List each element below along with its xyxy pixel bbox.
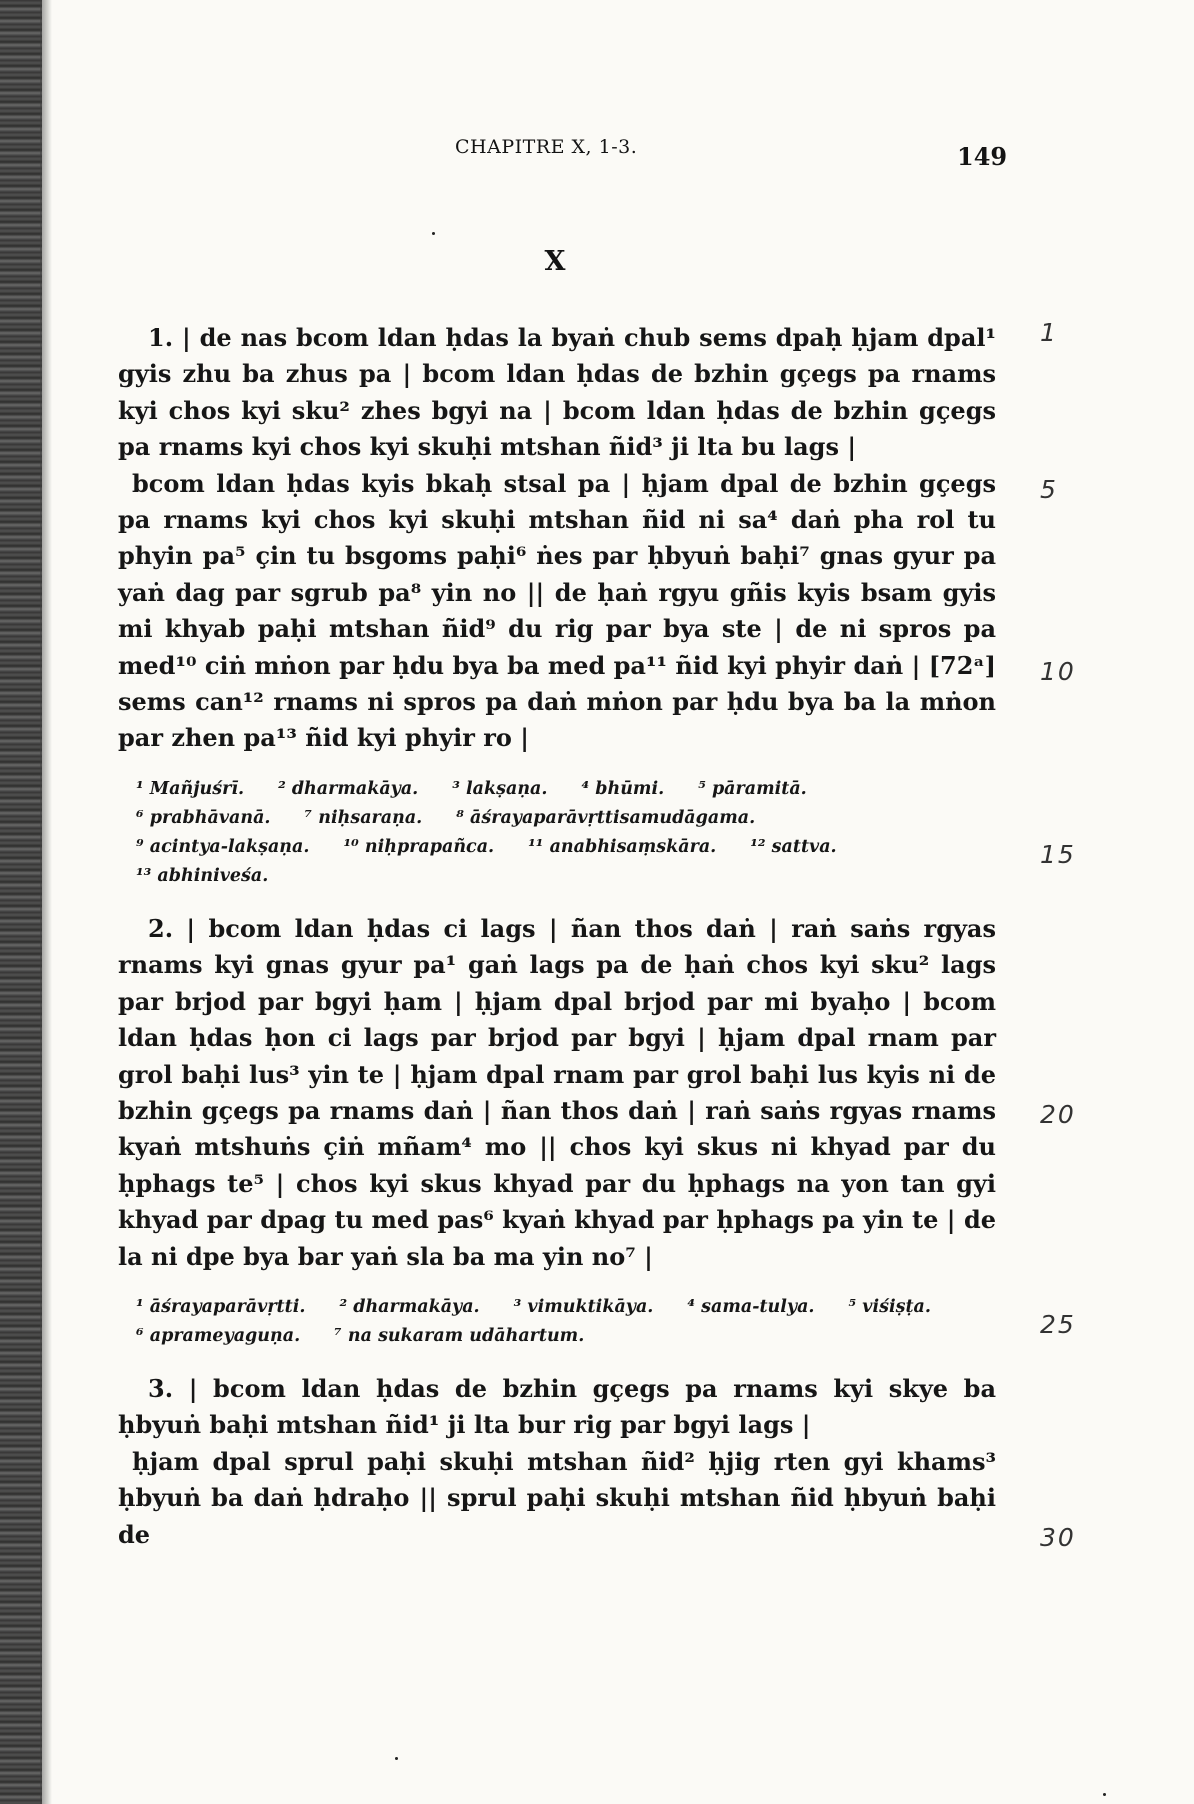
footnote: ¹ Mañjuśrī. (136, 778, 245, 799)
footnote: ¹³ abhiniveśa. (136, 865, 269, 886)
footnote: ⁴ sama-tulya. (687, 1296, 815, 1317)
footnote: ¹¹ anabhisaṃskāra. (528, 836, 717, 857)
footnote: ¹ āśrayaparāvṛtti. (136, 1296, 306, 1317)
main-text-block (118, 320, 996, 1559)
section-number: 3. (148, 1373, 174, 1403)
footnote: ⁷ niḥsaraṇa. (304, 807, 423, 828)
scanned-page-edge (0, 0, 42, 1804)
footnote: ² dharmakāya. (339, 1296, 480, 1317)
scan-speck (1103, 1793, 1106, 1796)
section-1-paragraph-2 (118, 466, 996, 757)
section-3 (118, 1371, 996, 1553)
footnote: ⁷ na sukaram udāhartum. (334, 1325, 585, 1346)
section-2-paragraph-1 (118, 911, 996, 1275)
section-2 (118, 911, 996, 1275)
scan-speck (432, 232, 435, 235)
footnote: ⁶ aprameyaguṇa. (136, 1325, 301, 1346)
footnote: ³ vimuktikāya. (513, 1296, 654, 1317)
margin-line-number: 20 (1040, 1100, 1076, 1129)
paragraph-text: | de nas bcom ldan ḥdas la byaṅ chub sems dpaḥ ḥjam dpal¹ gyis zhu ba zhus pa | bcom ldan ḥdas de bzhin gçegs pa rnams kyi chos kyi sku² zhes bgyi na | bcom ldan ḥdas de bzhin gçegs pa rnams kyi chos kyi skuḥi mtshan ñid³ ji lta bu lags | (118, 323, 996, 462)
chapter-numeral: X (544, 246, 566, 277)
paragraph-text: bcom ldan ḥdas kyis bkaḥ stsal pa | ḥjam dpal de bzhin gçegs pa rnams kyi chos kyi skuḥi mtshan ñid ni sa⁴ daṅ pha rol tu phyin pa⁵ çin tu bsgoms paḥi⁶ ṅes par ḥbyuṅ baḥi⁷ gnas gyur pa yaṅ dag par sgrub pa⁸ yin no || de ḥaṅ rgyu gñis kyis bsam gyis mi khyab paḥi mtshan ñid⁹ du rig par bya ste | de ni spros pa med¹⁰ ciṅ mṅon par ḥdu bya ba med pa¹¹ ñid kyi phyir daṅ | [72ᵃ] sems can¹² rnams ni spros pa daṅ mṅon par ḥdu bya ba la mṅon par zhen pa¹³ ñid kyi phyir ro | (118, 468, 996, 753)
footnote: ⁵ pāramitā. (698, 778, 807, 799)
paragraph-text: ḥjam dpal sprul paḥi skuḥi mtshan ñid² ḥjig rten gyi khams³ ḥbyuṅ ba daṅ ḥdraḥo || sprul paḥi skuḥi mtshan ñid ḥbyuṅ baḥi de (118, 1446, 996, 1549)
footnote: ⁹ acintya-lakṣaṇa. (136, 836, 310, 857)
footnote: ⁶ prabhāvanā. (136, 807, 271, 828)
footnote: ¹⁰ niḥprapañca. (343, 836, 495, 857)
section-3-paragraph-2 (118, 1444, 996, 1553)
margin-line-number: 15 (1040, 840, 1076, 869)
page-number: 149 (957, 142, 1008, 171)
section-1-paragraph-1 (118, 320, 996, 466)
paragraph-text: | bcom ldan ḥdas ci lags | ñan thos daṅ | raṅ saṅs rgyas rnams kyi gnas gyur pa¹ gaṅ lags pa de ḥaṅ chos kyi sku² lags par brjod par bgyi ḥam | ḥjam dpal brjod par mi byaḥo | bcom ldan ḥdas ḥon ci lags par brjod par bgyi | ḥjam dpal rnam par grol baḥi lus³ yin te | ḥjam dpal rnam par grol baḥi lus kyis ni de bzhin gçegs pa rnams daṅ | ñan thos daṅ | raṅ saṅs rgyas rnams kyaṅ mtshuṅs çiṅ mñam⁴ mo || chos kyi skus ni khyad par du ḥphags te⁵ | chos kyi skus khyad par du ḥphags na yon tan gyi khyad par dpag tu med pas⁶ kyaṅ khyad par ḥphags pa yin te | de la ni dpe bya bar yaṅ sla ba ma yin no⁷ | (118, 913, 996, 1271)
margin-line-number: 30 (1040, 1523, 1076, 1552)
footnote: ⁵ viśiṣṭa. (848, 1296, 931, 1317)
footnote: ⁴ bhūmi. (581, 778, 665, 799)
running-head: CHAPITRE X, 1-3. (455, 136, 638, 158)
section-number: 1. (148, 323, 174, 352)
footnote: ⁸ āśrayaparāvṛttisamudāgama. (456, 807, 756, 828)
footnote: ³ lakṣaṇa. (452, 778, 548, 799)
margin-line-number: 1 (1040, 318, 1058, 347)
margin-line-number: 25 (1040, 1310, 1076, 1339)
section-number: 2. (148, 913, 174, 943)
section-2-footnotes (118, 1293, 996, 1351)
scan-speck (395, 1757, 398, 1760)
margin-line-number: 5 (1040, 475, 1058, 504)
footnote: ² dharmakāya. (278, 778, 419, 799)
section-1-footnotes (118, 775, 996, 891)
section-3-paragraph-1 (118, 1371, 996, 1444)
footnote: ¹² sattva. (750, 836, 837, 857)
section-1 (118, 320, 996, 757)
margin-line-number: 10 (1040, 657, 1076, 686)
paragraph-text: | bcom ldan ḥdas de bzhin gçegs pa rnams kyi skye ba ḥbyuṅ baḥi mtshan ñid¹ ji lta bur rig par bgyi lags | (118, 1373, 997, 1440)
